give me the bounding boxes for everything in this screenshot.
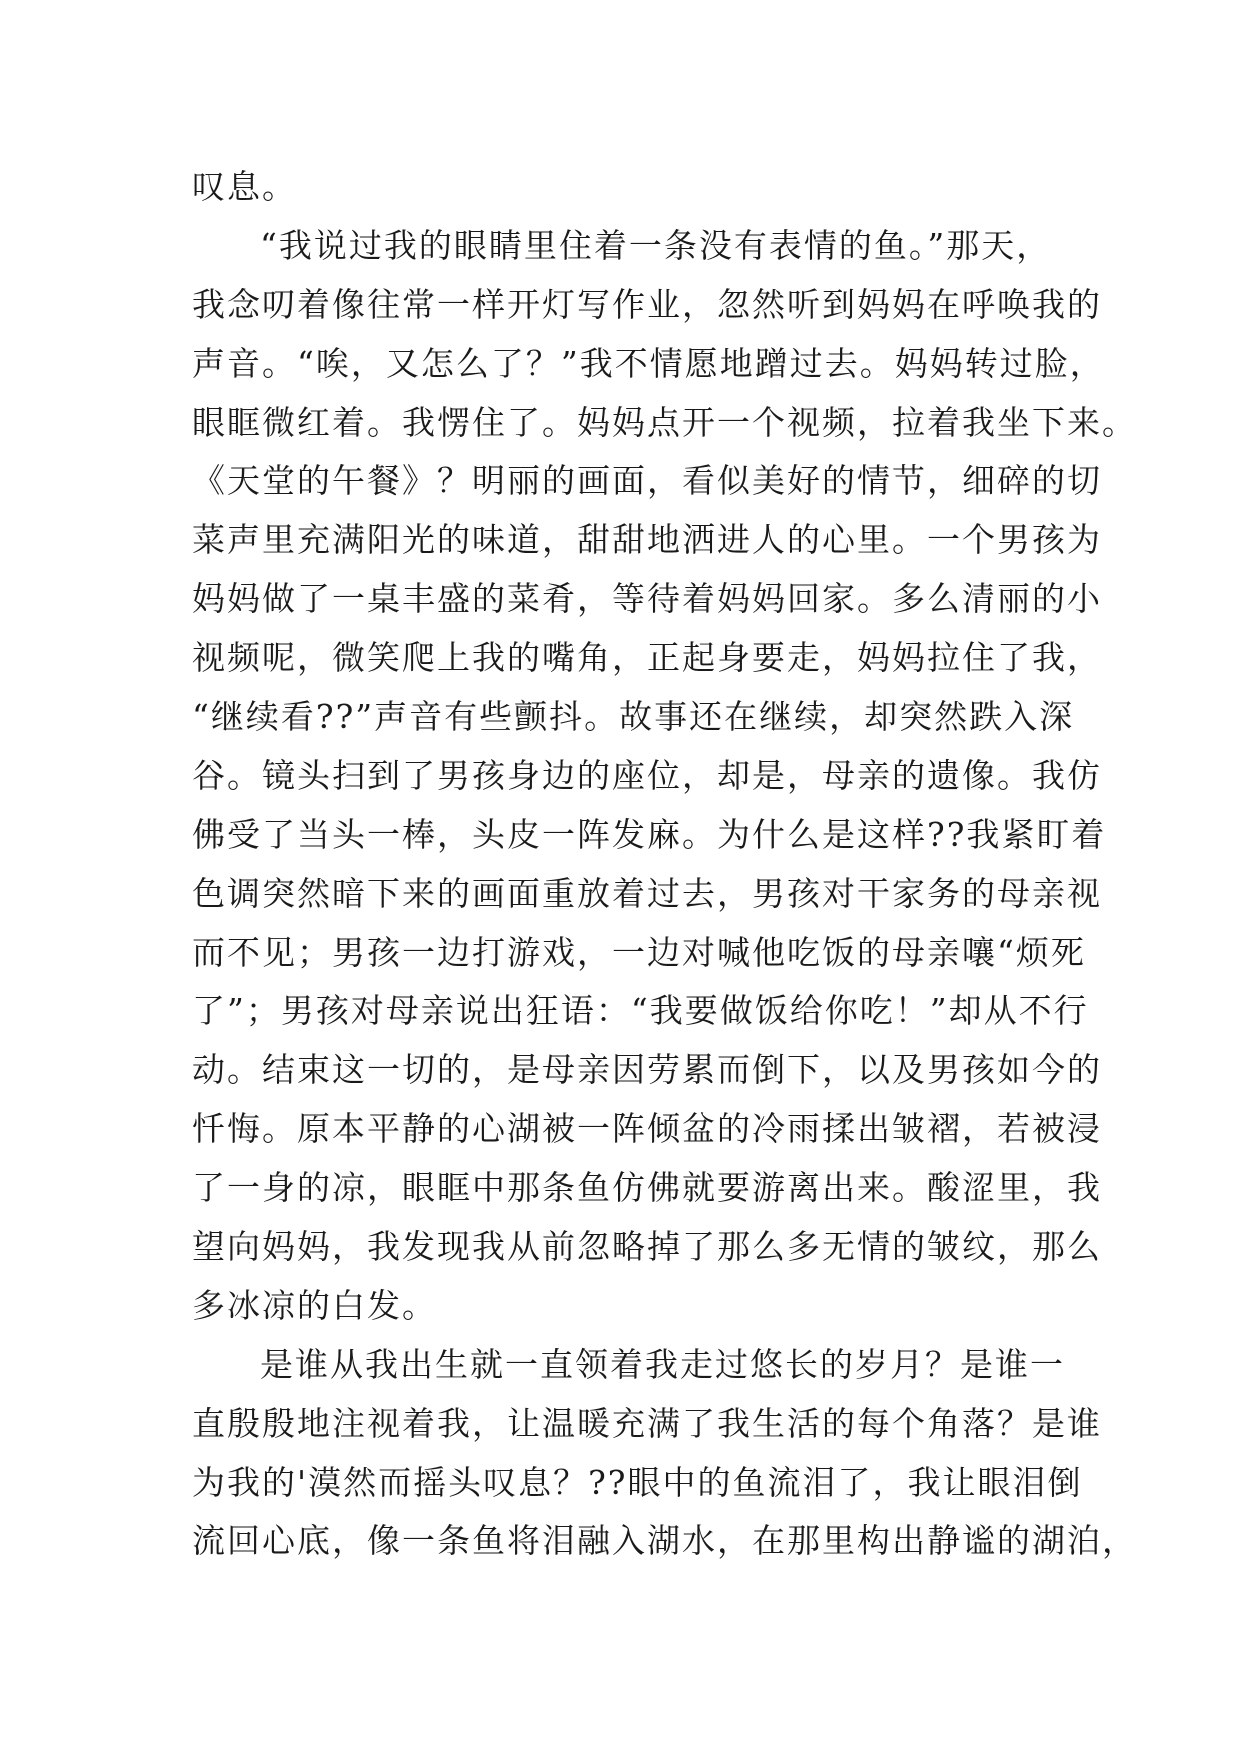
text-line: 色调突然暗下来的画面重放着过去，男孩对干家务的母亲视	[192, 873, 1102, 913]
text-line: 为我的'漠然而摇头叹息？??眼中的鱼流泪了，我让眼泪倒	[192, 1462, 1083, 1502]
paragraph-first-line: “我说过我的眼睛里住着一条没有表情的鱼。”那天，	[260, 225, 1052, 265]
paragraph-first-line: 是谁从我出生就一直领着我走过悠长的岁月？是谁一	[260, 1344, 1065, 1384]
text-line: “继续看??”声音有些颤抖。故事还在继续，却突然跌入深	[192, 697, 1075, 737]
text-line: 动。结束这一切的，是母亲因劳累而倒下，以及男孩如今的	[192, 1050, 1102, 1090]
text-line: 了”；男孩对母亲说出狂语：“我要做饭给你吃！”却从不行	[192, 991, 1089, 1031]
text-line: 声音。“唉，又怎么了？”我不情愿地蹭过去。妈妈转过脸，	[192, 343, 1105, 383]
text-line: 妈妈做了一桌丰盛的菜肴，等待着妈妈回家。多么清丽的小	[192, 579, 1102, 619]
text-line: 忏悔。原本平静的心湖被一阵倾盆的冷雨揉出皱褶，若被浸	[192, 1109, 1102, 1149]
text-line: 《天堂的午餐》？明丽的画面，看似美好的情节，细碎的切	[192, 461, 1102, 501]
text-line: 直殷殷地注视着我，让温暖充满了我生活的每个角落？是谁	[192, 1403, 1102, 1443]
text-line: 佛受了当头一棒，头皮一阵发麻。为什么是这样??我紧盯着	[192, 814, 1107, 854]
text-line: 菜声里充满阳光的味道，甜甜地洒进人的心里。一个男孩为	[192, 520, 1102, 560]
text-line: 叹息。	[192, 167, 297, 206]
text-line: 视频呢，微笑爬上我的嘴角，正起身要走，妈妈拉住了我，	[192, 638, 1102, 678]
text-line: 了一身的凉，眼眶中那条鱼仿佛就要游离出来。酸涩里，我	[192, 1168, 1102, 1208]
text-line: 多冰凉的白发。	[192, 1285, 437, 1325]
text-line: 而不见；男孩一边打游戏，一边对喊他吃饭的母亲嚷“烦死	[192, 932, 1086, 972]
body-text	[192, 158, 1137, 1571]
text-line: 望向妈妈，我发现我从前忽略掉了那么多无情的皱纹，那么	[192, 1227, 1102, 1267]
text-line: 眼眶微红着。我愣住了。妈妈点开一个视频，拉着我坐下来。	[192, 402, 1137, 442]
text-line: 谷。镜头扫到了男孩身边的座位，却是，母亲的遗像。我仿	[192, 755, 1102, 795]
text-line: 我念叨着像往常一样开灯写作业，忽然听到妈妈在呼唤我的	[192, 284, 1102, 324]
text-line: 流回心底，像一条鱼将泪融入湖水，在那里构出静谧的湖泊，	[192, 1521, 1137, 1561]
